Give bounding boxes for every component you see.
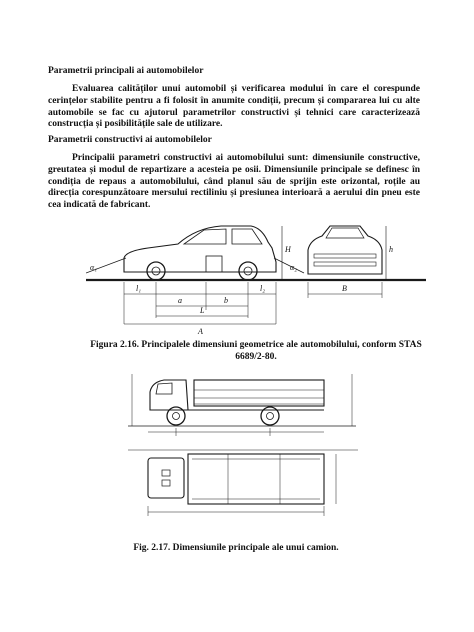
truck-cargo-box-side	[194, 380, 324, 406]
b-label: b	[224, 296, 228, 305]
truck-cab-top	[148, 458, 184, 498]
rear-wheel	[239, 262, 257, 280]
L-label: L	[200, 306, 205, 315]
width-label: B	[342, 284, 347, 293]
truck-cargo-box-top	[188, 454, 324, 504]
truck-dimensions-figure	[128, 370, 358, 540]
subsection-title: Parametrii constructivi ai automobilelor	[48, 135, 212, 145]
section-title: Parametrii principali ai automobilelor	[48, 66, 204, 76]
A-label: A	[198, 327, 203, 336]
l2-label: l₂	[260, 284, 266, 293]
front-wheel	[147, 262, 165, 280]
l1-label: l₁	[136, 284, 142, 293]
front-height-label: h	[389, 245, 393, 254]
alpha2-label: α₂	[290, 263, 297, 272]
figure-217-caption: Fig. 2.17. Dimensiunile principale ale unui camion.	[133, 543, 339, 553]
figure-216-caption: Figura 2.16. Principalele dimensiuni geometrice ale automobilului, conform STAS 6689/2-80.	[90, 340, 422, 362]
main-paragraph: Principalii parametri constructivi ai automobilului sunt: dimensiunile constructive, greutatea și modul de repartizare a acesteia pe osii. Dimensiunile principale se definesc în condiția de repaus a automobilului, când planul său de sprijin este orizontal, roțile au direcția corespunzătoare mersului rectiliniu și presiunea interioară a aerului din pneu este cea indicată de fabricant.	[48, 153, 420, 211]
car-dimensions-figure	[86, 218, 426, 338]
a-label: a	[178, 296, 182, 305]
height-label: H	[285, 245, 291, 254]
alpha1-label: α₁	[90, 263, 97, 272]
intro-paragraph: Evaluarea calităților unui automobil și verificarea modului în care el corespunde cerințelor stabilite pentru a fi folosit în anumite condiții, precum și compararea lui cu alte automobile se fac cu ajutorul parametrilor constructivi și tehnici care caracterizează construcția și posibilitățile sale de utilizare.	[48, 84, 420, 130]
car-front-view	[308, 226, 382, 274]
truck-cab-side	[150, 380, 188, 410]
